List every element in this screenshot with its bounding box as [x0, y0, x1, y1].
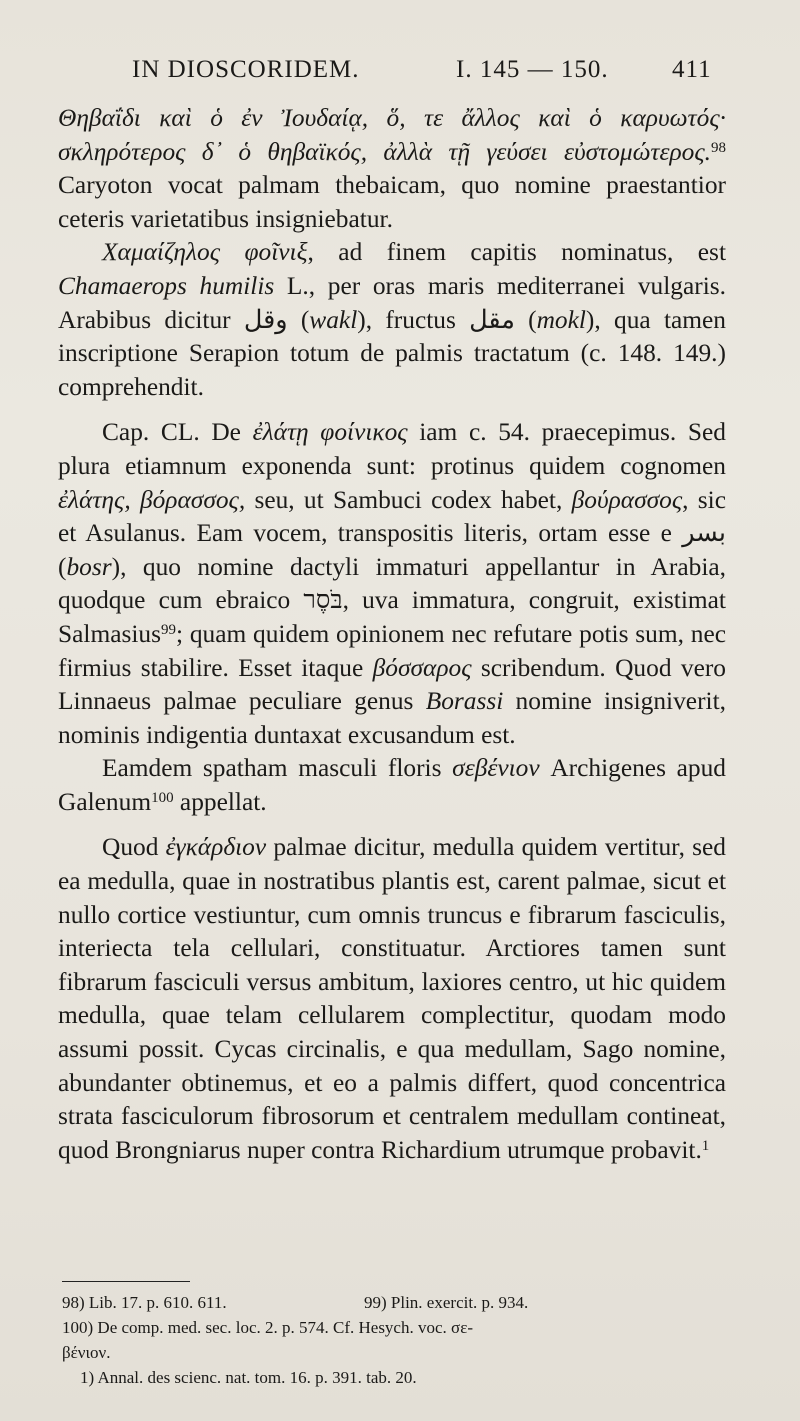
- paragraph-text: iam c. 54. praecepimus. Sed plura etiamnum exponenda sunt: protinus quidem cognomen: [58, 418, 726, 480]
- greek-term: σεβένιον: [452, 754, 540, 783]
- species-name: Chamaerops humilis: [58, 271, 275, 300]
- header-range: I. 145 — 150.: [456, 56, 609, 83]
- paragraph-text: nomine insigniverit, nominis indigentia duntaxat excusandum est.: [58, 687, 726, 749]
- paragraph-spatha: [58, 752, 726, 819]
- paragraph-text: L., per oras maris mediterranei vulgaris. Arabibus dicitur: [58, 271, 726, 334]
- paragraph-text: scribendum. Quod vero Linnaeus palmae peculiare genus: [58, 653, 727, 716]
- paragraph-text: , ad finem capitis nominatus, est: [307, 238, 726, 267]
- paragraph-text: palmae dicitur, medulla quidem vertitur, sed ea medulla, quae in nostratibus plantis est, carent palmae, sicut et nullo cortice vestiuntur, cum omnis truncus e fibrarum fasciculis, interiecta tela cellulari, constituatur. Arctiores tamen sunt fibrarum fasciculi versus ambitum, laxiores centro, ut hic quidem medulla, quae telam cellularem complectitur, quodam modo assumi possit. Cycas circinalis, e qua medullam, Sago nomine, abundanter obtinemus, et eo a palmis differt, quod concentrica strata fasciculorum fibrosorum et centralem medullam contineat, quod Brongniarus nuper contra Richardium utrumque probavit.: [58, 833, 726, 1164]
- footnote-ref-100: 100: [151, 789, 174, 806]
- greek-term: ἐλάτῃ φοίνικος: [252, 418, 408, 447]
- footnote-rule: [62, 1281, 190, 1282]
- transliteration: mokl: [536, 305, 586, 334]
- paragraph-text: ), qua tamen inscriptione Serapion totum de palmis tractatum (c. 148. 149.) comprehendit.: [58, 305, 726, 401]
- footnote-98: 98) Lib. 17. p. 610. 611.: [62, 1293, 227, 1312]
- arabic-word: بسر: [682, 519, 726, 548]
- paragraph-text: Cap. CL. De: [102, 418, 253, 447]
- paragraph-text: , sic et Asulanus. Eam vocem, transpositis literis, ortam esse e: [58, 485, 726, 548]
- paragraph-text: ; quam quidem opinionem nec refutare potis sum, nec firmius stabilire. Esset itaque: [58, 619, 726, 682]
- arabic-word: وقل: [243, 305, 288, 334]
- paragraph-text: appellat.: [173, 787, 267, 816]
- paragraph-cap-cl: [58, 416, 726, 752]
- hebrew-word: בֹּסֶר: [303, 586, 343, 615]
- footnote-ref-1: 1: [701, 1137, 710, 1154]
- main-text: [58, 102, 726, 1167]
- page-number: 411: [672, 56, 712, 83]
- footnote-row: [62, 1290, 722, 1315]
- header-title: IN DIOSCORIDEM.: [132, 56, 360, 83]
- greek-term: Χαμαίζηλος φοῖνιξ: [102, 238, 308, 267]
- paragraph-text: , uva immatura, congruit, existimat Salmasius: [58, 586, 726, 648]
- greek-term: ἐγκάρδιον: [165, 833, 267, 862]
- paragraph-chamaerops: [58, 236, 726, 404]
- arabic-word: مقل: [469, 305, 515, 334]
- greek-term: ἐλάτης, βόρασσος,: [58, 485, 246, 514]
- paragraph-medulla: [58, 831, 726, 1167]
- footnote-ref-98: 98: [711, 139, 726, 156]
- paragraph-text: (: [58, 552, 67, 581]
- greek-quotation: Θηβαΐδι καὶ ὁ ἐν Ἰουδαίᾳ, ὅ, τε ἄλλος καὶ ὁ καρυωτός· σκληρότερος δ᾽ ὁ θηβαϊκός, ἀλλὰ τῇ γεύσει εὐστομώτερος.: [58, 104, 726, 166]
- genus-name: Borassi: [425, 687, 504, 716]
- transliteration: bosr: [66, 552, 112, 581]
- paragraph-text: ), fructus: [357, 305, 470, 334]
- paragraph-text: Archigenes apud Galenum: [58, 754, 726, 816]
- footnote-100-cont: βένιον.: [62, 1343, 111, 1362]
- paragraph-text: ), quo nomine dactyli immaturi appellantur in Arabia, quodque cum ebraico: [58, 552, 726, 615]
- footnote-100: 100) De comp. med. sec. loc. 2. p. 574. Cf. Hesych. voc. σε-: [62, 1318, 473, 1337]
- paragraph-text: Quod: [102, 833, 166, 862]
- footnote-ref-99: 99: [160, 621, 176, 638]
- paragraph-text: (: [287, 305, 310, 334]
- paragraph-greek-quote: [58, 102, 726, 236]
- transliteration: wakl: [309, 305, 358, 334]
- greek-term: βούρασσος: [571, 485, 683, 514]
- paragraph-text: Caryoton vocat palmam thebaicam, quo nomine praestantior ceteris varietatibus insigniebatur.: [58, 171, 726, 233]
- paragraph-text: Eamdem spatham masculi floris: [102, 754, 453, 783]
- paragraph-text: seu, ut Sambuci codex habet,: [245, 485, 572, 514]
- footnote-1: 1) Annal. des scienc. nat. tom. 16. p. 391. tab. 20.: [80, 1368, 417, 1387]
- footnotes: [62, 1290, 722, 1390]
- greek-term: βόσσαρος: [372, 653, 472, 682]
- paragraph-text: (: [514, 305, 537, 334]
- footnote-99: 99) Plin. exercit. p. 934.: [364, 1293, 529, 1312]
